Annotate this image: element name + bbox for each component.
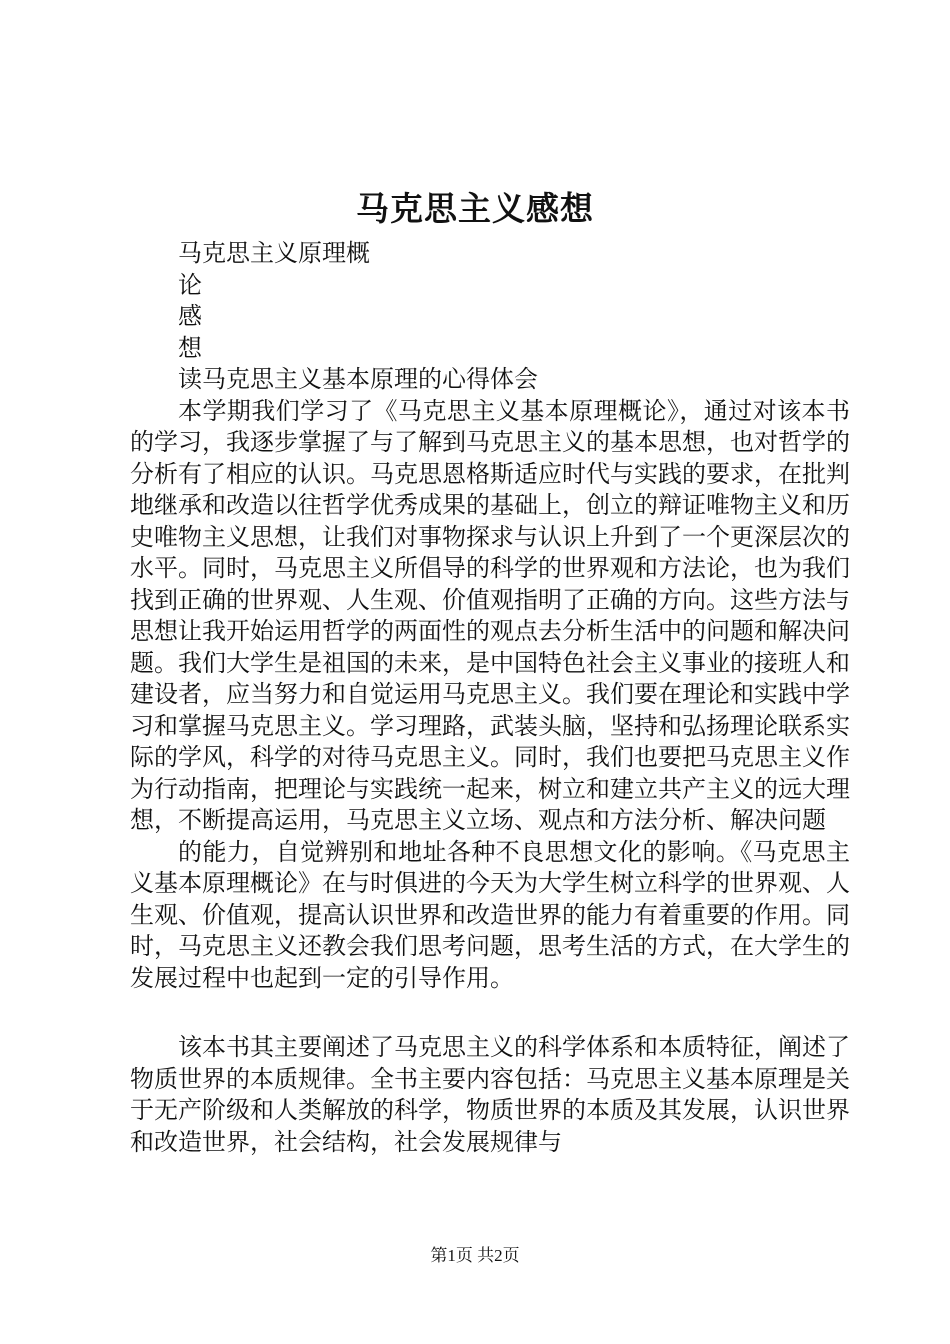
body-paragraph: 的能力，自觉辨别和地址各种不良思想文化的影响。《马克思主义基本原理概论》在与时俱进的今天为大学生树立科学的世界观、人生观、价值观，提高认识世界和改造世界的能力有着重要的作用。同时，马克思主义还教会我们思考问题，思考生活的方式，在大学生的发展过程中也起到一定的引导作用。 bbox=[130, 837, 850, 992]
heading-line: 论 bbox=[178, 270, 202, 299]
paragraph-spacer bbox=[130, 994, 850, 1032]
document-subtitle: 读马克思主义基本原理的心得体会 bbox=[178, 365, 538, 393]
page-number-footer: 第1页 共2页 bbox=[430, 1246, 520, 1265]
document-title: 马克思主义感想 bbox=[356, 189, 594, 228]
body-paragraph: 该本书其主要阐述了马克思主义的科学体系和本质特征，阐述了物质世界的本质规律。全书主要内容包括：马克思主义基本原理是关于无产阶级和人类解放的科学，物质世界的本质及其发展，认识世界和改造世界，社会结构，社会发展规律与 bbox=[130, 1033, 850, 1156]
document-body bbox=[130, 238, 850, 1158]
heading-line: 想 bbox=[178, 333, 202, 362]
heading-line: 马克思主义原理概 bbox=[178, 239, 370, 267]
body-paragraph: 本学期我们学习了《马克思主义基本原理概论》，通过对该本书的学习，我逐步掌握了与了解到马克思主义的基本思想，也对哲学的分析有了相应的认识。马克思恩格斯适应时代与实践的要求，在批判地继承和改造以往哲学优秀成果的基础上，创立的辩证唯物主义和历史唯物主义思想，让我们对事物探求与认识上升到了一个更深层次的水平。同时，马克思主义所倡导的科学的世界观和方法论，也为我们找到正确的世界观、人生观、价值观指明了正确的方向。这些方法与思想让我开始运用哲学的两面性的观点去分析生活中的问题和解决问题。我们大学生是祖国的未来，是中国特色社会主义事业的接班人和建设者，应当努力和自觉运用马克思主义。我们要在理论和实践中学习和掌握马克思主义。学习理路，武装头脑，坚持和弘扬理论联系实际的学风，科学的对待马克思主义。同时，我们也要把马克思主义作为行动指南，把理论与实践统一起来，树立和建立共产主义的远大理想，不断提高运用，马克思主义立场、观点和方法分析、解决问题 bbox=[130, 396, 850, 834]
heading-line: 感 bbox=[178, 302, 202, 330]
